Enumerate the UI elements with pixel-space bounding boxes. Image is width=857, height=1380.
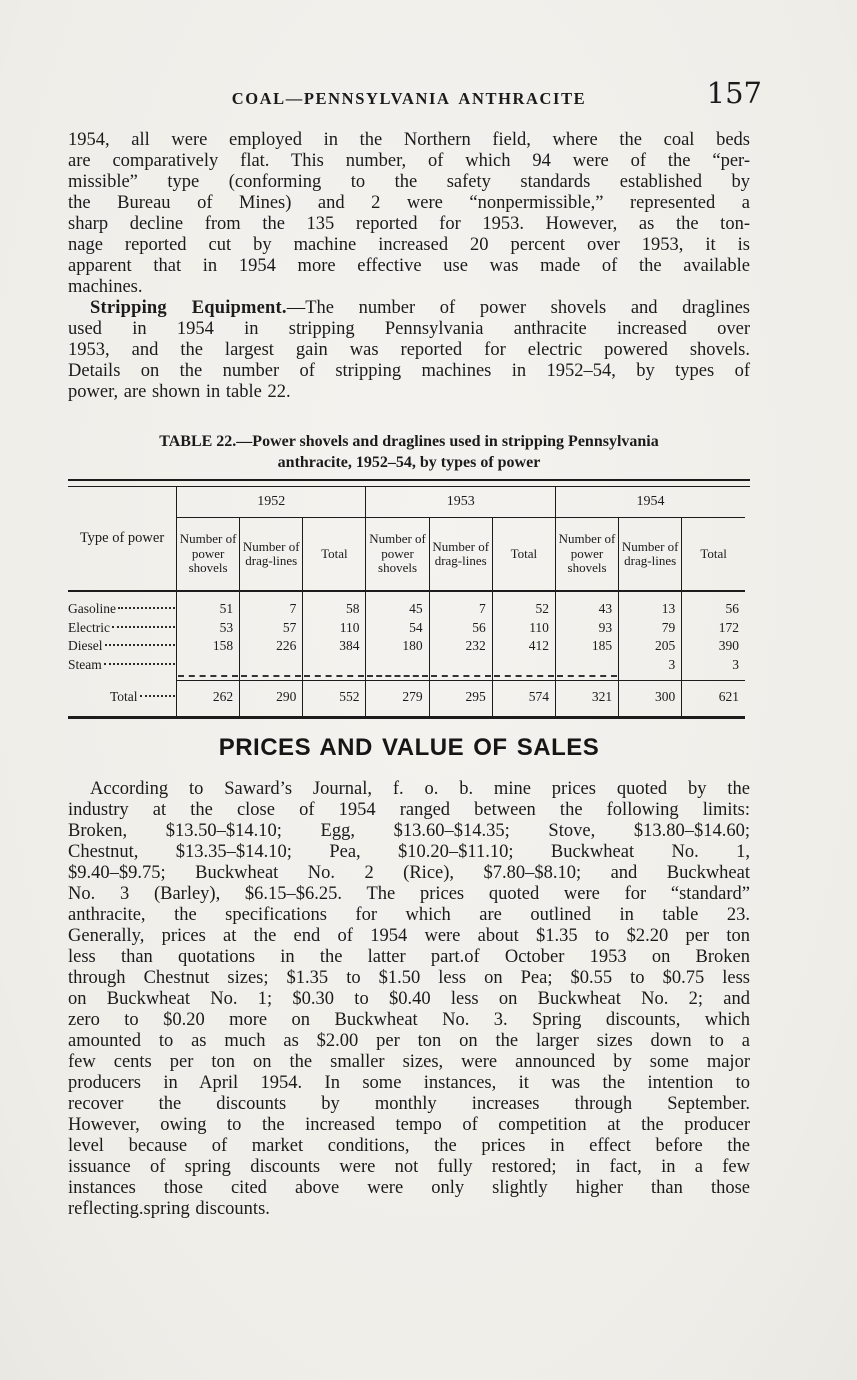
paragraph-stripping-equipment <box>68 298 750 403</box>
text-line: recover the discounts by monthly increases through September. <box>68 1093 750 1114</box>
year-header: 1953 <box>366 487 555 518</box>
row-label-text: Electric <box>68 619 110 635</box>
text-line: few cents per ton on the smaller sizes, were announced by some major <box>68 1051 750 1072</box>
text-line: reflecting.spring discounts. <box>68 1198 270 1219</box>
text-line: instances those cited above were only slightly higher than those <box>68 1177 750 1198</box>
leader-dots <box>118 607 175 609</box>
text-line: According to Saward’s Journal, f. o. b. mine prices quoted by the <box>90 778 750 799</box>
text-line: zero to $0.20 more on Buckwheat No. 3. Spring discounts, which <box>68 1009 750 1030</box>
table-total-cell: 300 <box>619 681 682 718</box>
table-cell: 180 <box>366 637 429 656</box>
row-label-text: Diesel <box>68 638 103 653</box>
table-top-rule <box>68 479 750 487</box>
text-line: less than quotations in the latter part.of October 1953 on Broken <box>68 946 750 967</box>
table-cell: 226 <box>240 637 303 656</box>
table-total-cell: 262 <box>177 681 240 718</box>
table-cell: 56 <box>725 601 739 616</box>
section-heading: PRICES AND VALUE OF SALES <box>218 733 600 761</box>
table-cell: 205 <box>619 637 682 656</box>
leader-dots <box>112 626 175 628</box>
table-cell: 185 <box>555 637 618 656</box>
running-title: COAL—PENNSYLVANIA ANTHRACITE <box>231 89 587 108</box>
table-cell: 53 <box>177 619 240 638</box>
page-number: 157 <box>706 76 762 110</box>
text-line: power, are shown in table 22. <box>68 382 291 402</box>
column-header: Total <box>303 518 366 592</box>
text-line: Generally, prices at the end of 1954 were about $1.35 to $2.20 per ton <box>68 925 750 946</box>
table-cell: 57 <box>240 619 303 638</box>
text-column <box>68 0 762 1220</box>
text-line: industry at the close of 1954 ranged between the following limits: <box>68 799 750 820</box>
table-total-cell: 279 <box>366 681 429 718</box>
table-total-row <box>68 681 745 718</box>
text-line: Chestnut, $13.35–$14.10; Pea, $10.20–$11.10; Buckwheat No. 1, <box>68 841 750 862</box>
table-cell <box>177 656 240 681</box>
text-line: issuance of spring discounts were not fully restored; in fact, in a few <box>68 1156 750 1177</box>
text-line: Details on the number of stripping machines in 1952–54, by types of <box>68 361 750 381</box>
text-line: 1954, all were employed in the Northern field, where the coal beds <box>68 130 750 150</box>
text-run: —The number of power shovels and draglines <box>286 298 750 318</box>
run-in-heading: Stripping Equipment. <box>90 298 287 318</box>
leader-dots <box>140 695 175 697</box>
table-cell: 43 <box>555 591 618 619</box>
table-cell: 7 <box>429 591 492 619</box>
table-stub-header: Type of power <box>68 487 177 591</box>
column-header: Total <box>682 518 745 592</box>
table-cell: 93 <box>555 619 618 638</box>
column-header: Number of drag-lines <box>429 518 492 592</box>
empty-cell-dashes <box>304 662 364 677</box>
row-label <box>68 637 177 656</box>
row-label-text: Steam <box>68 657 102 672</box>
empty-cell-dashes <box>241 662 301 677</box>
text-line: However, owing to the increased tempo of competition at the producer <box>68 1114 750 1135</box>
paragraph-prices <box>68 779 750 1220</box>
text-line: $9.40–$9.75; Buckwheat No. 2 (Rice), $7.80–$8.10; and Buckwheat <box>68 862 750 883</box>
table-row <box>68 591 745 619</box>
text-line: anthracite, the specifications for which are outlined in table 23. <box>68 904 750 925</box>
text-line: apparent that in 1954 more effective use was made of the available <box>68 256 750 276</box>
table-total-cell: 552 <box>303 681 366 718</box>
table-cell <box>429 656 492 681</box>
table-cell: 172 <box>718 619 739 635</box>
table-cell: 13 <box>619 591 682 619</box>
row-label <box>68 656 177 681</box>
text-line: sharp decline from the 135 reported for 1953. However, as the ton- <box>68 214 750 234</box>
text-line: are comparatively flat. This number, of which 94 were of the “per- <box>68 151 750 171</box>
table-cell: 110 <box>303 619 366 638</box>
table-row <box>68 656 745 681</box>
text-line: nage reported cut by machine increased 20 percent over 1953, it is <box>68 235 750 255</box>
table-cell: 45 <box>366 591 429 619</box>
table-row <box>68 637 745 656</box>
empty-cell-dashes <box>431 662 491 677</box>
leader-dots <box>104 663 175 665</box>
column-header: Number of power shovels <box>366 518 429 592</box>
table-body <box>68 591 745 717</box>
empty-cell-dashes <box>494 662 554 677</box>
column-header: Number of drag-lines <box>240 518 303 592</box>
row-label <box>68 591 177 619</box>
row-label-text: Total <box>110 689 138 704</box>
table-cell <box>555 656 618 681</box>
table-cell: 58 <box>303 591 366 619</box>
table-caption <box>68 431 750 473</box>
empty-cell-dashes <box>367 662 427 677</box>
table-row <box>68 619 745 638</box>
text-line: amounted to as much as $2.00 per ton on the larger sizes down to a <box>68 1030 750 1051</box>
table-caption-line2: anthracite, 1952–54, by types of power <box>277 454 541 471</box>
table-cell: 390 <box>718 638 739 653</box>
table-total-cell: 321 <box>555 681 618 718</box>
table-total-cell: 290 <box>240 681 303 718</box>
text-line: Broken, $13.50–$14.10; Egg, $13.60–$14.35; Stove, $13.80–$14.60; <box>68 820 750 841</box>
row-label <box>68 619 177 638</box>
leader-dots <box>105 644 176 646</box>
table-cell: 232 <box>429 637 492 656</box>
text-line: through Chestnut sizes; $1.35 to $1.50 less on Pea; $0.55 to $0.75 less <box>68 967 750 988</box>
table-cell: 51 <box>177 591 240 619</box>
text-line: No. 3 (Barley), $6.15–$6.25. The prices quoted were for “standard” <box>68 883 750 904</box>
table-cell: 54 <box>366 619 429 638</box>
column-header: Number of drag-lines <box>619 518 682 592</box>
table-head <box>68 487 745 591</box>
table-total-cell: 295 <box>429 681 492 718</box>
table-cell: 384 <box>303 637 366 656</box>
table-cell: 3 <box>732 656 739 672</box>
table-total-cell: 574 <box>492 681 555 718</box>
table-cell <box>366 656 429 681</box>
table-cell: 56 <box>429 619 492 638</box>
text-line: on Buckwheat No. 1; $0.30 to $0.40 less on Buckwheat No. 2; and <box>68 988 750 1009</box>
year-header: 1952 <box>177 487 366 518</box>
text-line: the Bureau of Mines) and 2 were “nonpermissible,” represented a <box>68 193 750 213</box>
column-header: Number of power shovels <box>177 518 240 592</box>
table-cell <box>492 656 555 681</box>
table-total-cell: 621 <box>682 681 745 718</box>
paragraph-machines <box>68 130 750 298</box>
text-line: used in 1954 in stripping Pennsylvania anthracite increased over <box>68 319 750 339</box>
table-cell: 412 <box>492 637 555 656</box>
table-cell: 52 <box>492 591 555 619</box>
table-cell: 79 <box>619 619 682 638</box>
text-line: missible” type (conforming to the safety standards established by <box>68 172 750 192</box>
table-22 <box>68 487 745 719</box>
row-label-text: Gasoline <box>68 601 116 616</box>
column-header: Number of power shovels <box>555 518 618 592</box>
column-header: Total <box>492 518 555 592</box>
text-line: level because of market conditions, the prices in effect before the <box>68 1135 750 1156</box>
table-cell: 110 <box>492 619 555 638</box>
table-cell: 158 <box>177 637 240 656</box>
year-header: 1954 <box>555 487 745 518</box>
table-cell: 7 <box>240 591 303 619</box>
text-line <box>68 298 750 319</box>
running-head <box>68 76 762 110</box>
text-line: producers in April 1954. In some instances, it was the intention to <box>68 1072 750 1093</box>
empty-cell-dashes <box>557 662 617 677</box>
table-cell <box>240 656 303 681</box>
table-caption-line1: TABLE 22.—Power shovels and draglines used in stripping Pennsylvania <box>159 433 659 450</box>
text-line: 1953, and the largest gain was reported for electric powered shovels. <box>68 340 750 360</box>
paragraph-lines <box>68 319 750 403</box>
empty-cell-dashes <box>178 662 238 677</box>
table-cell <box>303 656 366 681</box>
total-row-label <box>68 681 177 718</box>
text-line: machines. <box>68 277 143 297</box>
table-cell: 3 <box>619 656 682 681</box>
